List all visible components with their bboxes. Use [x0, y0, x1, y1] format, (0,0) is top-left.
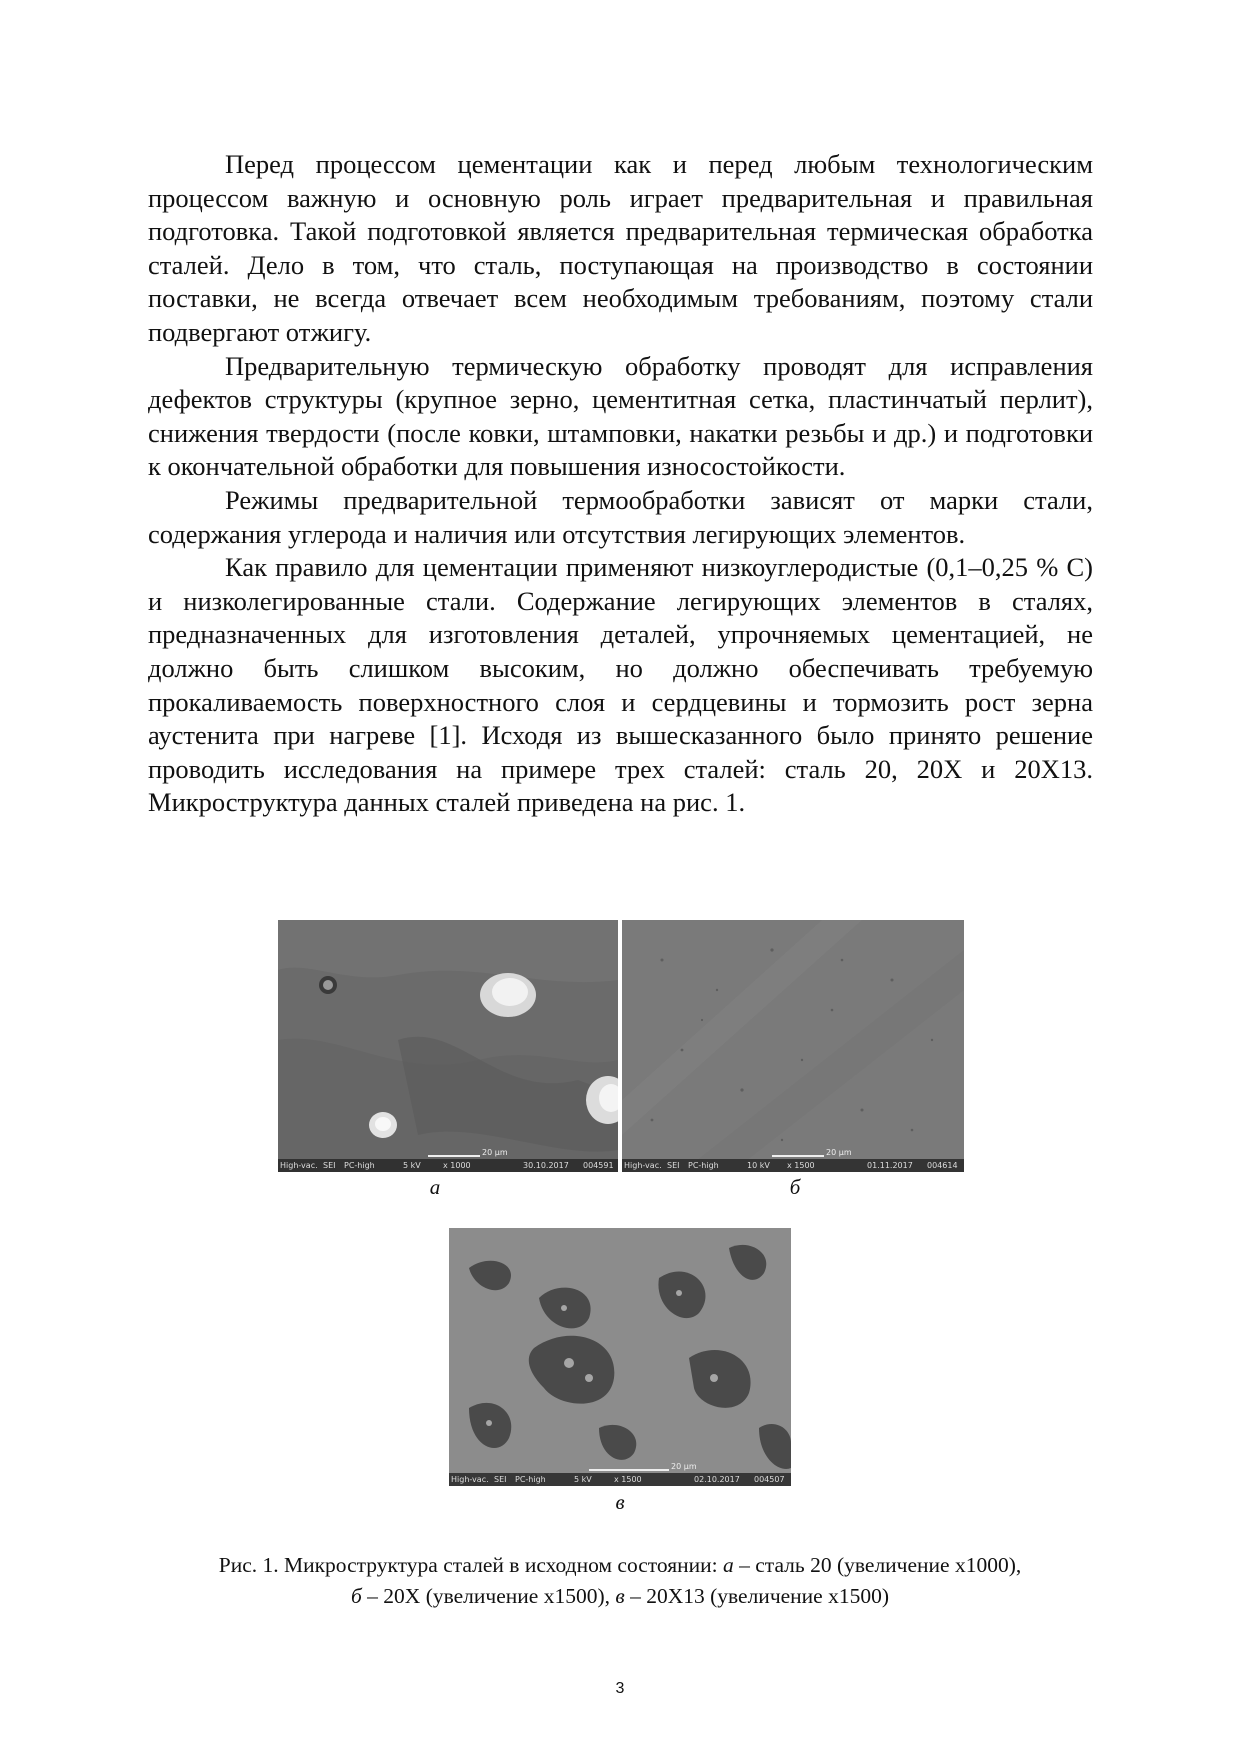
scale-label: 20 μm	[482, 1148, 508, 1157]
body-text	[148, 148, 1093, 820]
micrograph-b-image	[622, 920, 964, 1172]
sem-info-bar: High-vac. SEI PC-high 5 kV x 1000 30.10.2017 004591	[278, 1159, 618, 1172]
micrograph-a	[278, 920, 618, 1172]
figure-a-label: а	[429, 1175, 441, 1199]
paragraph-1: Перед процессом цементации как и перед любым технологическим процессом важную и основную роль играет предварительная и правильная подготовка. Такой подготовкой является предварительная термическая обработка сталей. Дело в том, что сталь, поступающая на производство в состоянии поставки, не всегда отвечает всем необходимым требованиям, поэтому стали подвергают отжигу.	[148, 149, 1093, 347]
paragraph-4: Как правило для цементации применяют низкоуглеродистые (0,1–0,25 % С) и низколегированные стали. Содержание легирующих элементов в сталях, предназначенных для изготовления деталей, упрочняемых цементацией, не должно быть слишком высоким, но должно обеспечивать требуемую прокаливаемость поверхностного слоя и сердцевины и тормозить рост зерна аустенита при нагреве [1]. Исходя из вышесказанного было принято решение проводить исследования на примере трех сталей: сталь 20, 20Х и 20Х13. Микроструктура данных сталей приведена на рис. 1.	[148, 552, 1093, 818]
micrograph-c	[449, 1228, 791, 1486]
scale-bar	[428, 1155, 480, 1157]
paragraph-2: Предварительную термическую обработку проводят для исправления дефектов структуры (крупное зерно, цементитная сетка, пластинчатый перлит), снижения твердости (после ковки, штамповки, накатки резьбы и др.) и подготовки к окончательной обработки для повышения износостойкости.	[148, 350, 1093, 482]
paragraph-3: Режимы предварительной термообработки зависят от марки стали, содержания углерода и наличия или отсутствия легирующих элементов.	[148, 484, 1093, 549]
sem-info-bar: High-vac. SEI PC-high 5 kV x 1500 02.10.2017 004507	[449, 1473, 791, 1486]
scale-label: 20 μm	[671, 1462, 697, 1471]
figure-c-label: в	[615, 1490, 625, 1514]
figure-caption: Рис. 1. Микроструктура сталей в исходном состоянии: а – сталь 20 (увеличение х1000), б – 20Х (увеличение х1500), в – 20Х13 (увеличение х1500)	[218, 1553, 1022, 1608]
micrograph-b	[622, 920, 964, 1172]
scale-label: 20 μm	[826, 1148, 852, 1157]
scale-bar	[772, 1155, 824, 1157]
scale-bar	[589, 1469, 669, 1471]
figure-b-label: б	[789, 1175, 801, 1199]
page-number: 3	[615, 1680, 625, 1697]
sem-info-bar: High-vac. SEI PC-high 10 kV x 1500 01.11.2017 004614	[622, 1159, 964, 1172]
micrograph-a-image	[278, 920, 618, 1172]
micrograph-c-image	[449, 1228, 791, 1486]
